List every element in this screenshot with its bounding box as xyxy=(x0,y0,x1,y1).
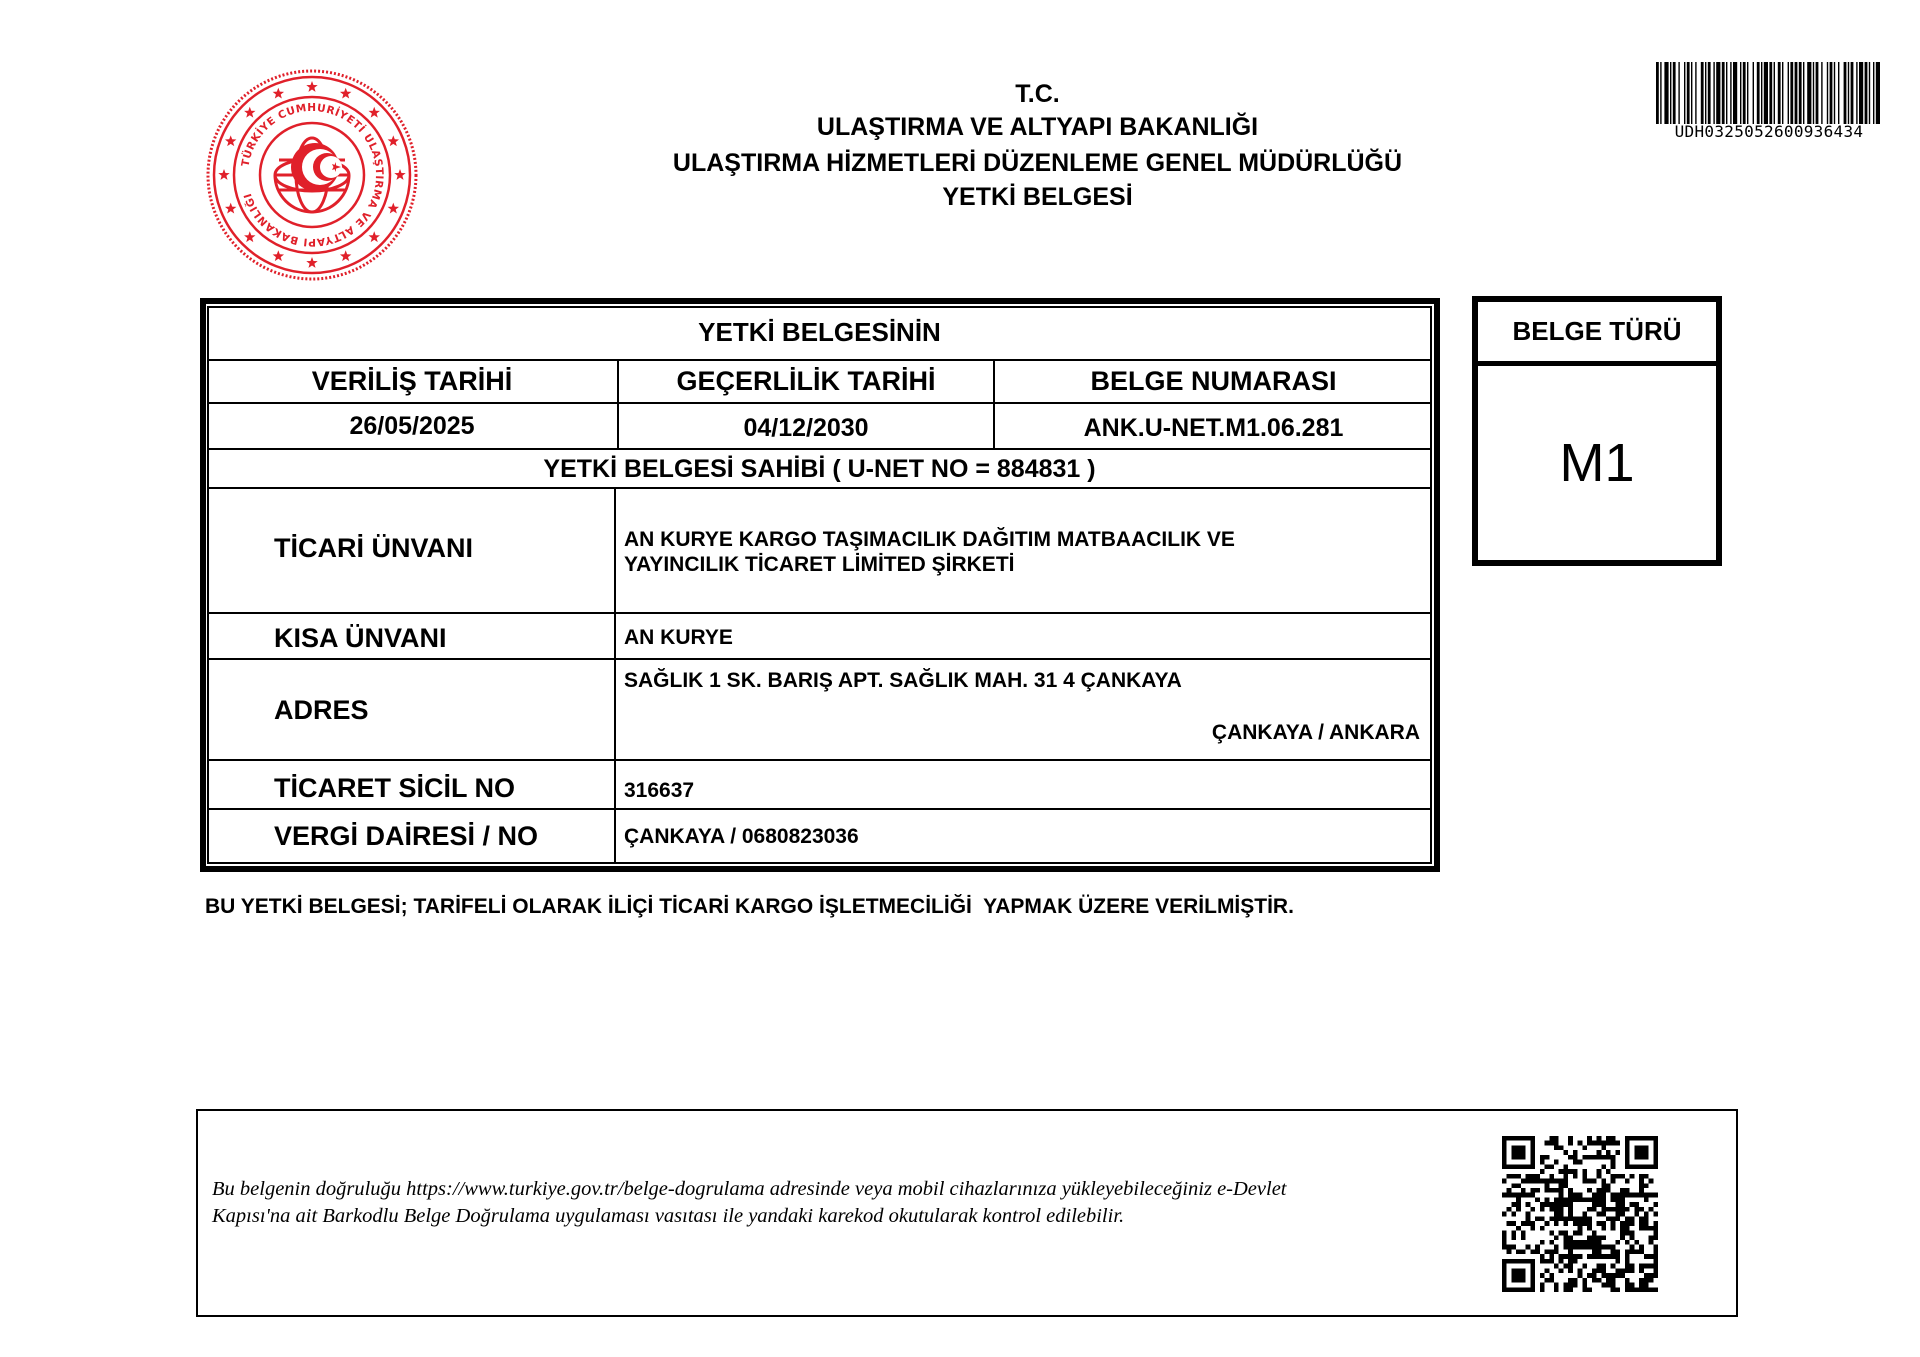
document-type-value: M1 xyxy=(1559,433,1635,493)
validity-date: 04/12/2030 xyxy=(743,413,869,442)
address-label: ADRES xyxy=(274,695,369,725)
section-title: YETKİ BELGESİNİN xyxy=(698,317,941,347)
barcode xyxy=(1656,62,1880,124)
tax-office-label: VERGİ DAİRESİ / NO xyxy=(274,821,539,851)
verification-text xyxy=(212,1176,1442,1230)
holder-title: YETKİ BELGESİ SAHİBİ ( U-NET NO = 884831 ) xyxy=(543,455,1096,483)
trade-registry-value: 316637 xyxy=(624,779,695,802)
trade-name-label: TİCARİ ÜNVANI xyxy=(274,533,473,563)
trade-name-value: AN KURYE KARGO TAŞIMACILIK DAĞITIM MATBAACILIK VE xyxy=(624,528,1235,551)
column-header-validity-date: GEÇERLİLİK TARİHİ xyxy=(676,366,936,396)
short-name-label: KISA ÜNVANI xyxy=(274,623,447,653)
column-header-issue-date: VERİLİŞ TARİHİ xyxy=(311,366,513,396)
trade-registry-label: TİCARET SİCİL NO xyxy=(274,773,516,803)
verification-text-line2: Kapısı'na ait Barkodlu Belge Doğrulama uygulaması vasıtası ile yandaki karekod okutularak kontrol edilebilir. xyxy=(212,1205,1125,1227)
header-tc: T.C. xyxy=(1015,80,1060,108)
document-title: YETKİ BELGESİ xyxy=(942,183,1133,211)
qr-code xyxy=(1502,1136,1658,1292)
document-number: ANK.U-NET.M1.06.281 xyxy=(1083,413,1344,442)
authorization-statement: BU YETKİ BELGESİ; TARİFELİ OLARAK İLİÇİ TİCARİ KARGO İŞLETMECİLİĞİ YAPMAK ÜZERE VERİLMİŞTİR. xyxy=(205,895,1294,918)
directorate-name: ULAŞTIRMA HİZMETLERİ DÜZENLEME GENEL MÜDÜRLÜĞÜ xyxy=(672,149,1403,177)
tax-office-value: ÇANKAYA / 0680823036 xyxy=(624,825,859,848)
short-name-value: AN KURYE xyxy=(624,626,733,649)
trade-name-value-line2: YAYINCILIK TİCARET LİMİTED ŞİRKETİ xyxy=(624,553,1015,576)
svg-text:TÜRKİYE CUMHURİYETİ ULAŞTIRMA: TÜRKİYE CUMHURİYETİ ULAŞTIRMA VE ALTYAPI BAKANLIĞI xyxy=(239,101,386,249)
barcode-number: UDH0325052600936434 xyxy=(1674,122,1864,141)
issue-date: 26/05/2025 xyxy=(349,411,475,440)
address-city: ÇANKAYA / ANKARA xyxy=(1211,721,1420,744)
document-type-label: BELGE TÜRÜ xyxy=(1512,316,1682,346)
verification-text-line1: Bu belgenin doğruluğu https://www.turkiye.gov.tr/belge-dogrulama adresinde veya mobil cihazlarınıza yükleyebileceğiniz e-Devlet xyxy=(212,1178,1287,1200)
column-header-document-number: BELGE NUMARASI xyxy=(1090,366,1337,396)
address-value: SAĞLIK 1 SK. BARIŞ APT. SAĞLIK MAH. 31 4 ÇANKAYA xyxy=(624,669,1182,692)
ministry-name: ULAŞTIRMA VE ALTYAPI BAKANLIĞI xyxy=(816,113,1259,141)
